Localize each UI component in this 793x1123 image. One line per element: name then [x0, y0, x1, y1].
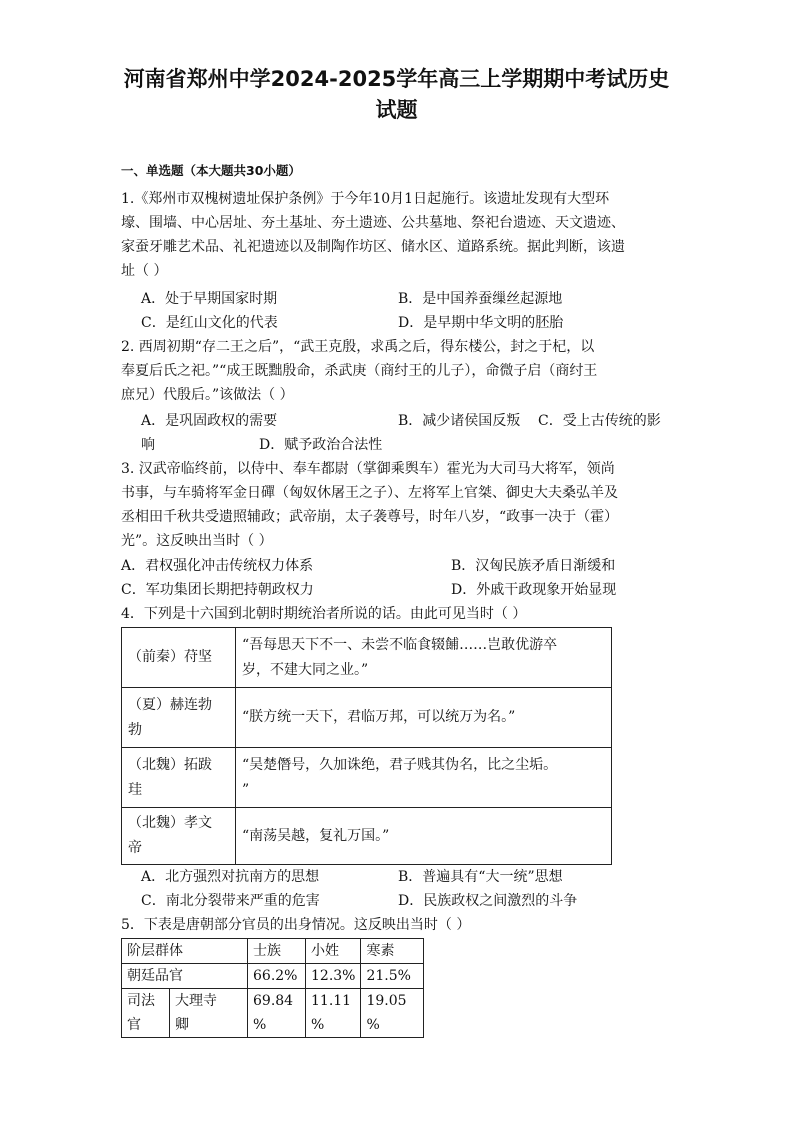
q3-option-d: D．外戚干政现象开始显现	[451, 582, 617, 598]
question-1-line: 1.《郑州市双槐树遗址保护条例》于今年10月1日起施行。该遗址发现有大型环	[121, 191, 610, 207]
title-line-1: 河南省郑州中学2024-2025学年高三上学期期中考试历史	[123, 67, 670, 91]
table-row	[122, 808, 612, 865]
officials-origin-table	[121, 938, 424, 1038]
table-cell: 21.5%	[361, 964, 424, 989]
q4-option-d: D．民族政权之间激烈的斗争	[398, 893, 578, 909]
q3-option-c: C．军功集团长期把持朝政权力	[121, 582, 314, 598]
table-cell: 69.84 %	[248, 989, 306, 1038]
page-title	[0, 64, 793, 126]
q1-option-d: D．是早期中华文明的胚胎	[398, 315, 564, 331]
table-cell: 大理寺 卿	[170, 989, 248, 1038]
q1-option-b: B．是中国养蚕缫丝起源地	[398, 291, 563, 307]
quote-cell: “朕方统一天下，君临万邦，可以统万为名。”	[236, 688, 612, 748]
table-cell: 11.11 %	[306, 989, 361, 1038]
q2-option-b: B．减少诸侯国反叛	[398, 413, 521, 429]
ruler-cell: （北魏）拓跋 珪	[122, 748, 236, 808]
question-2-stem	[121, 335, 676, 407]
header-cell: 小姓	[306, 939, 361, 964]
question-5-stem: 5．下表是唐朝部分官员的出身情况。这反映出当时（ ）	[121, 917, 471, 933]
question-3-line: 丞相田千秋共受遗照辅政；武帝崩，太子袭尊号，时年八岁，“政事一决于（霍）	[121, 509, 619, 525]
header-cell: 寒素	[361, 939, 424, 964]
table-row	[122, 964, 424, 989]
q4-option-a: A．北方强烈对抗南方的思想	[141, 869, 320, 885]
ruler-cell: （北魏）孝文 帝	[122, 808, 236, 865]
question-1-line: 家蚕牙雕艺术品、礼祀遗迹以及制陶作坊区、储水区、道路系统。据此判断，该遗	[121, 239, 625, 255]
q3-option-b: B．汉匈民族矛盾日渐缓和	[451, 558, 616, 574]
table-cell: 司法 官	[122, 989, 170, 1038]
table-cell: 66.2%	[248, 964, 306, 989]
q1-option-a: A．处于早期国家时期	[141, 291, 278, 307]
quote-cell: “吴楚僭号，久加诛绝，君子贱其伪名，比之尘垢。 ”	[236, 748, 612, 808]
question-1-stem	[121, 187, 676, 283]
q2-option-a: A．是巩固政权的需要	[141, 413, 278, 429]
table-cell: 朝廷品官	[122, 964, 248, 989]
q2-option-c: C．受上古传统的影	[538, 413, 661, 429]
table-row	[122, 688, 612, 748]
header-cell: 士族	[248, 939, 306, 964]
question-1-line: 址（ ）	[121, 263, 168, 279]
q4-option-c: C．南北分裂带来严重的危害	[141, 893, 320, 909]
table-row	[122, 628, 612, 688]
section-heading: 一、单选题（本大题共30小题）	[121, 163, 301, 178]
question-3-stem	[121, 457, 676, 553]
question-2-line: 奉夏后氏之祀。”“成王既黜殷命，杀武庚（商纣王的儿子），命微子启（商纣王	[121, 363, 598, 379]
q4-option-b: B．普遍具有“大一统”思想	[398, 869, 563, 885]
question-3-line: 光”。这反映出当时（ ）	[121, 533, 273, 549]
quote-cell: “南荡吴越，复礼万国。”	[236, 808, 612, 865]
question-3-line: 书事，与车骑将军金日磾（匈奴休屠王之子）、左将军上官桀、御史大夫桑弘羊及	[121, 485, 618, 501]
question-2-line: 2. 西周初期“存二王之后”，“武王克殷，求禹之后，得东楼公，封之于杞，以	[121, 339, 595, 355]
header-cell: 阶层群体	[122, 939, 248, 964]
q3-option-a: A．君权强化冲击传统权力体系	[121, 558, 314, 574]
q1-option-c: C．是红山文化的代表	[141, 315, 278, 331]
ruler-cell: （夏）赫连勃 勃	[122, 688, 236, 748]
rulers-quotes-table	[121, 627, 612, 865]
table-row	[122, 748, 612, 808]
table-cell: 12.3%	[306, 964, 361, 989]
q2-option-d: D．赋予政治合法性	[259, 437, 383, 453]
question-4-stem: 4．下列是十六国到北朝时期统治者所说的话。由此可见当时（ ）	[121, 606, 527, 622]
question-2-line: 庶兄）代殷后。”该做法（ ）	[121, 387, 294, 403]
table-row	[122, 989, 424, 1038]
quote-cell: “吾每思天下不一、未尝不临食辍餔……岂敢优游卒 岁，不建大同之业。”	[236, 628, 612, 688]
question-3-line: 3. 汉武帝临终前，以侍中、奉车都尉（掌御乘舆车）霍光为大司马大将军，领尚	[121, 461, 615, 477]
question-1-line: 壕、围墙、中心居址、夯土基址、夯土遗迹、公共墓地、祭祀台遗迹、天文遗迹、	[121, 215, 625, 231]
title-line-2: 试题	[375, 98, 418, 122]
q2-option-c-cont: 响	[141, 437, 155, 453]
ruler-cell: （前秦）苻坚	[122, 628, 236, 688]
table-header-row	[122, 939, 424, 964]
table-cell: 19.05 %	[361, 989, 424, 1038]
